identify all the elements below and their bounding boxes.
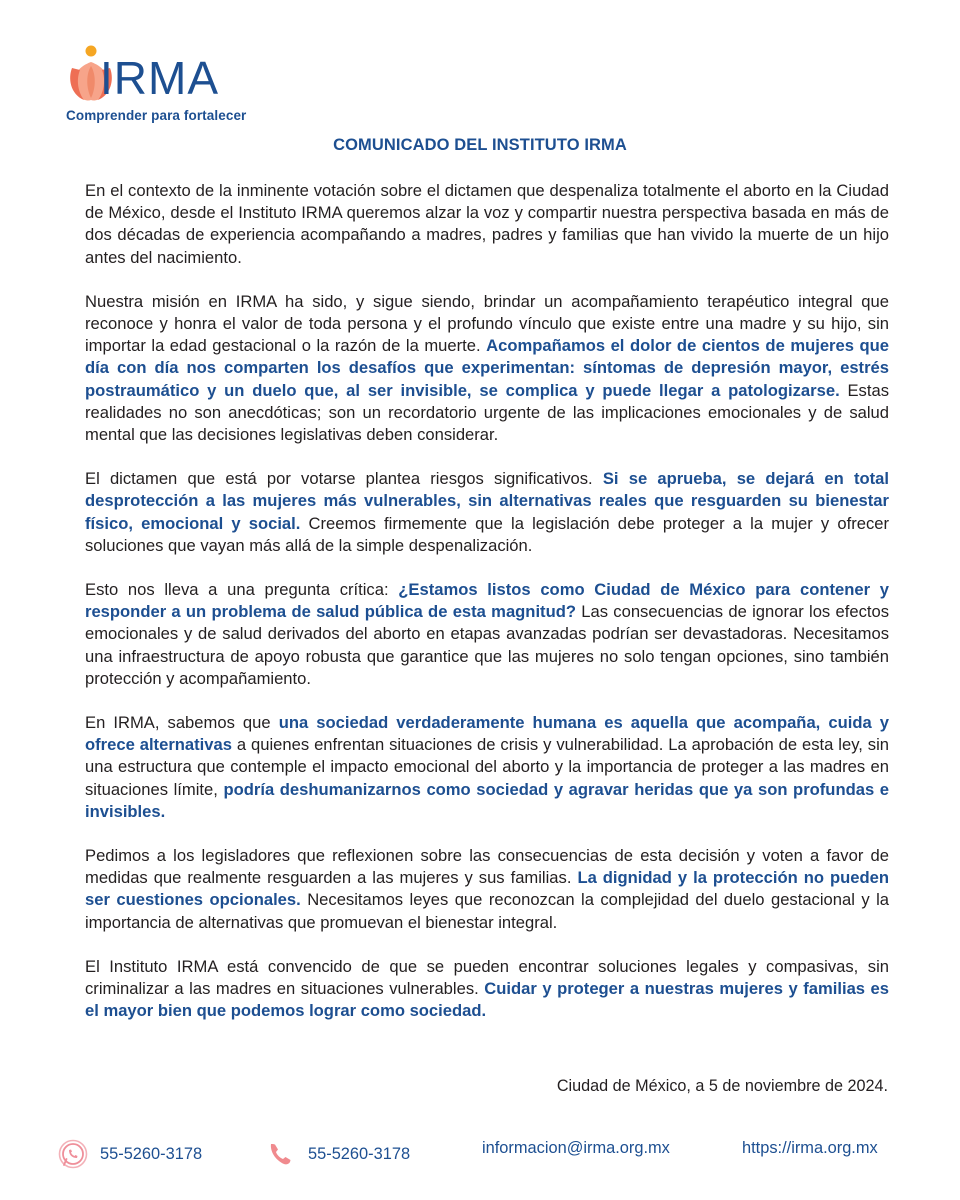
highlighted-text: Acompañamos el dolor de cientos de mujeres que día con día nos comparten los desafíos que experimentan: síntomas de depresión mayor, estrés postraumático y un duelo que, al ser invisible, se complica y puede llegar a patologizarse. bbox=[85, 336, 889, 400]
text-run: En el contexto de la inminente votación sobre el dictamen que despenaliza totalmente el aborto en la Ciudad de México, desde el Instituto IRMA queremos alzar la voz y compartir nuestra perspectiva basada en más de dos décadas de experiencia acompañando a madres, padres y familias que han vivido la muerte de un hijo antes del nacimiento. bbox=[85, 181, 889, 267]
text-run: a quienes enfrentan situaciones de crisis y vulnerabilidad. La aprobación de esta ley, sin una estructura que contemple el impacto emocional del aborto y la importancia de proteger a las madres en situaciones límite, bbox=[85, 735, 890, 799]
document-body bbox=[85, 180, 889, 1045]
highlighted-text: La dignidad y la protección no pueden ser cuestiones opcionales. bbox=[85, 868, 890, 910]
text-run: Necesitamos leyes que reconozcan la complejidad del duelo gestacional y la importancia de alternativas que promuevan el bienestar integral. bbox=[85, 890, 889, 932]
paragraph bbox=[85, 579, 889, 690]
text-run: El dictamen que está por votarse plantea riesgos significativos. bbox=[85, 469, 603, 489]
website-url: https://irma.org.mx bbox=[742, 1139, 878, 1157]
irma-logo bbox=[62, 44, 247, 128]
paragraph bbox=[85, 956, 889, 1023]
paragraph bbox=[85, 845, 889, 934]
highlighted-text: una sociedad verdaderamente humana es aquella que acompaña, cuida y ofrece alternativas bbox=[85, 713, 889, 755]
logo-wordmark: IRMA bbox=[100, 52, 219, 104]
text-run: El Instituto IRMA está convencido de que se pueden encontrar soluciones legales y compasivas, sin criminalizar a las madres en situaciones vulnerables. bbox=[85, 956, 889, 999]
text-run: Creemos firmemente que la legislación debe proteger a la mujer y ofrecer soluciones que vayan más allá de la simple despenalización. bbox=[85, 513, 890, 555]
paragraph bbox=[85, 180, 889, 269]
phone-contact[interactable] bbox=[266, 1139, 410, 1169]
dateline: Ciudad de México, a 5 de noviembre de 2024. bbox=[556, 1077, 888, 1095]
whatsapp-contact[interactable] bbox=[58, 1139, 202, 1169]
highlighted-text: Cuidar y proteger a nuestras mujeres y familias es el mayor bien que podemos lograr como sociedad. bbox=[85, 979, 889, 1021]
phone-icon bbox=[266, 1139, 296, 1169]
highlighted-text: ¿Estamos listos como Ciudad de México para contener y responder a un problema de salud pública de esta magnitud? bbox=[85, 580, 889, 622]
paragraph bbox=[85, 468, 889, 557]
text-run: Estas realidades no son anecdóticas; son un recordatorio urgente de las implicaciones emocionales y de salud mental que las decisiones legislativas deben considerar. bbox=[85, 380, 889, 445]
text-run: Pedimos a los legisladores que reflexionen sobre las consecuencias de esta decisión y voten a favor de medidas que realmente resguarden a las mujeres y sus familias. bbox=[85, 846, 889, 888]
text-run: Esto nos lleva a una pregunta crítica: bbox=[85, 580, 399, 600]
text-run: En IRMA, sabemos que bbox=[85, 713, 279, 733]
paragraph bbox=[85, 291, 889, 446]
highlighted-text: podría deshumanizarnos como sociedad y agravar heridas que ya son profundas e invisibles. bbox=[85, 779, 889, 821]
contact-footer bbox=[0, 1133, 960, 1173]
paragraph bbox=[85, 712, 889, 823]
website-contact[interactable] bbox=[742, 1139, 878, 1158]
text-run: Las consecuencias de ignorar los efectos emocionales y de salud derivados del aborto en etapas avanzadas podrían ser devastadoras. Necesitamos una infraestructura de apoyo robusta que garantice que las mujeres no solo tengan opciones, sino también protección y acompañamiento. bbox=[85, 602, 890, 688]
whatsapp-icon bbox=[58, 1139, 88, 1169]
whatsapp-number: 55-5260-3178 bbox=[100, 1144, 203, 1163]
logo-tagline: Comprender para fortalecer bbox=[66, 108, 247, 123]
email-contact[interactable] bbox=[482, 1139, 670, 1158]
highlighted-text: Si se aprueba, se dejará en total desprotección a las mujeres más vulnerables, sin alternativas reales que resguarden su bienestar físico, emocional y social. bbox=[85, 469, 890, 533]
text-run: Nuestra misión en IRMA ha sido, y sigue siendo, brindar un acompañamiento terapéutico integral que reconoce y honra el valor de toda persona y el profundo vínculo que existe entre una madre y su hijo, sin importar la edad gestacional o la razón de la muerte. bbox=[85, 291, 889, 356]
email-address: informacion@irma.org.mx bbox=[482, 1139, 670, 1157]
document-title: COMUNICADO DEL INSTITUTO IRMA bbox=[333, 136, 627, 154]
phone-number: 55-5260-3178 bbox=[308, 1144, 411, 1163]
